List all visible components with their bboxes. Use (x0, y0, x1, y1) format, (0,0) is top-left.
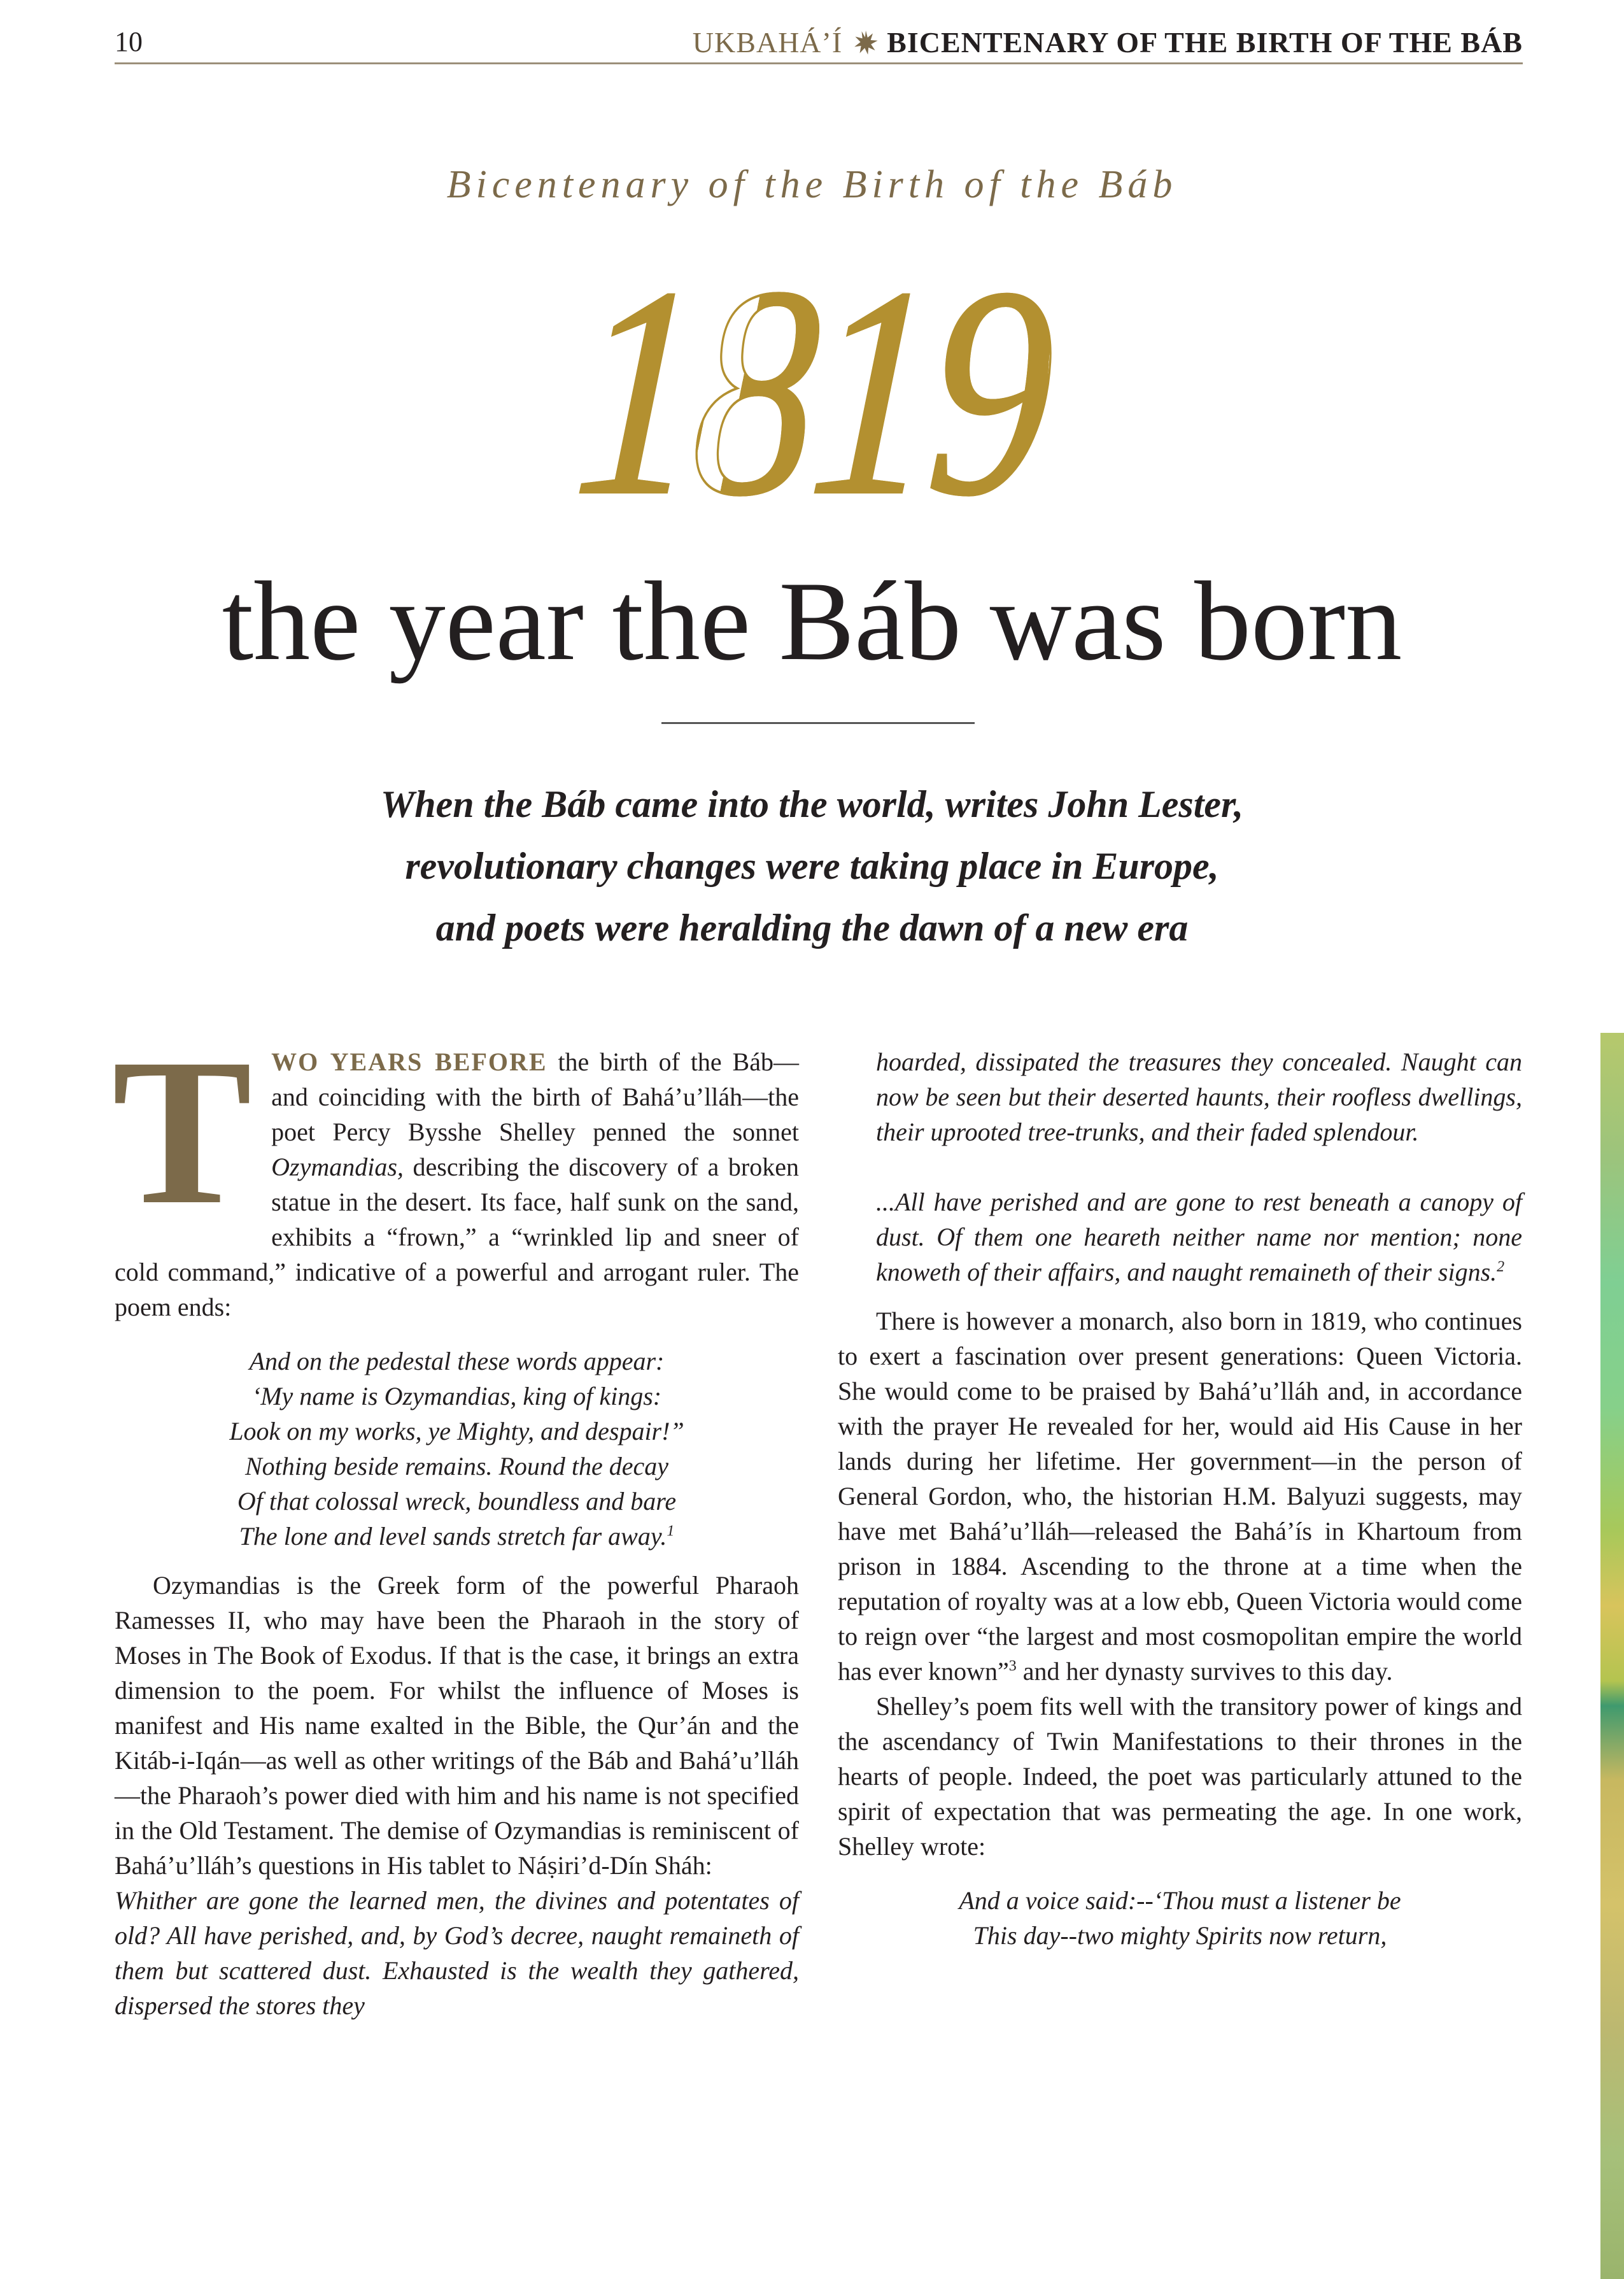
brand-logo: UKBAHÁ’Í (692, 26, 843, 59)
article-column-right (838, 1044, 1522, 1967)
poem-excerpt (838, 1883, 1522, 1953)
standfirst (255, 774, 1369, 959)
standfirst-line: revolutionary changes were taking place in Europe, (405, 845, 1219, 887)
footnote-marker[interactable]: 3 (1008, 1658, 1017, 1675)
big-year (0, 225, 1624, 557)
standfirst-line: When the Báb came into the world, writes John Lester, (380, 783, 1244, 825)
divider-rule (661, 722, 975, 724)
body-paragraph (838, 1303, 1522, 1689)
standfirst-line: and poets were heralding the dawn of a new era (435, 907, 1189, 949)
intro-text-cont: describing the discovery of a broken statue in the desert. Its face, half sunk on the sand, exhibits a “frown,” a “wrinkled lip and sneer of cold command,” indicative of a powerful and arrogant ruler. The poem ends: (115, 1153, 799, 1321)
section-title: BICENTENARY OF THE BIRTH OF THE BÁB (887, 26, 1523, 59)
lead-in: WO YEARS BEFORE (271, 1047, 547, 1076)
body-paragraph: Shelley’s poem fits well with the transitory power of kings and the ascendancy of Twin Manifestations to their thrones in the hearts of people. Indeed, the poet was particularly attuned to the spirit of expectation that was permeating the age. In one work, Shelley wrote: (838, 1692, 1522, 1861)
kicker: Bicentenary of the Birth of the Báb (446, 163, 1178, 206)
paragraph-text-cont: and her dynasty survives to this day. (1016, 1657, 1393, 1686)
footnote-marker[interactable]: 2 (1497, 1258, 1505, 1275)
article-column-left (112, 1016, 799, 2023)
poem-title: Ozymandias, (271, 1153, 404, 1181)
block-quote-continued: hoarded, dissipated the treasures they concealed. Naught can now be seen but their deserted haunts, their roofless dwellings, their uprooted tree-trunks, and their faded splendour. (876, 1047, 1522, 1146)
verse-line: The lone and level sands stretch far away. (239, 1522, 667, 1551)
intro-text: the birth of the Báb—and coinciding with the birth of Bahá’u’lláh—the poet Percy Bysshe Shelley penned the sonnet (271, 1047, 799, 1146)
verse-line: Nothing beside remains. Round the decay (244, 1452, 669, 1480)
painting-edge-image (1600, 1033, 1624, 2279)
body-paragraph: Ozymandias is the Greek form of the powerful Pharaoh Ramesses II, who may have been the Pharaoh in the story of Moses in The Book of Exodus. If that is the case, it brings an extra dimension to the poem. For whilst the influence of Moses is manifest and His name exalted in the Bible, the Qur’án and the Kitáb-i-Iqán—as well as other writings of the Báb and Bahá’u’lláh—the Pharaoh’s power died with him and his name is not specified in the Old Testament. The demise of Ozymandias is reminiscent of Bahá’u’lláh’s questions in His tablet to Náṣiri’d-Dín Sháh: (115, 1571, 799, 1880)
footnote-marker[interactable]: 1 (667, 1523, 675, 1540)
quote-text: ...All have perished and are gone to rest beneath a canopy of dust. Of them one heareth neither name nor mention; none knoweth of their affairs, and naught remaineth of their signs. (876, 1188, 1522, 1286)
block-quote: Whither are gone the learned men, the divines and potentates of old? All have perished, and, by God’s decree, naught remaineth of them but scattered dust. Exhausted is the wealth they gathered, dispersed the stores they (115, 1886, 799, 2020)
poem-excerpt (115, 1344, 799, 1554)
nine-pointed-star-icon (854, 31, 878, 55)
verse-line: Look on my works, ye Mighty, and despair!” (229, 1417, 684, 1445)
drop-cap: T (112, 1016, 253, 1248)
paragraph-text: There is however a monarch, also born in 1819, who continues to exert a fascination over present generations: Queen Victoria. She would come to be praised by Bahá’u’lláh and, in accordance with the prayer He revealed for her, would aid His Cause in her lands during her lifetime. Her government—in the person of General Gordon, who, the historian H.M. Balyuzi suggests, may have met Bahá’u’lláh—released the Bahá’ís in Khartoum from prison in 1884. Ascending to the throne at a time when the reputation of royalty was at a low ebb, Queen Victoria would come to reign over “the largest and most cosmopolitan empire the world has ever known” (838, 1307, 1522, 1686)
verse-line: This day--two mighty Spirits now return, (973, 1921, 1387, 1950)
intro-paragraph (112, 1016, 799, 1324)
year-numerals: 1819 (567, 225, 1057, 557)
page-number: 10 (115, 26, 143, 57)
header-title-group (693, 25, 1523, 59)
verse-line: And on the pedestal these words appear: (249, 1347, 665, 1375)
block-quote (876, 1184, 1522, 1289)
running-header (115, 11, 1523, 64)
verse-line: Of that colossal wreck, boundless and bare (237, 1487, 677, 1516)
verse-line: ‘My name is Ozymandias, king of kings: (251, 1382, 662, 1410)
verse-line: And a voice said:--‘Thou must a listener be (959, 1886, 1401, 1915)
headline: the year the Báb was born (222, 558, 1402, 684)
